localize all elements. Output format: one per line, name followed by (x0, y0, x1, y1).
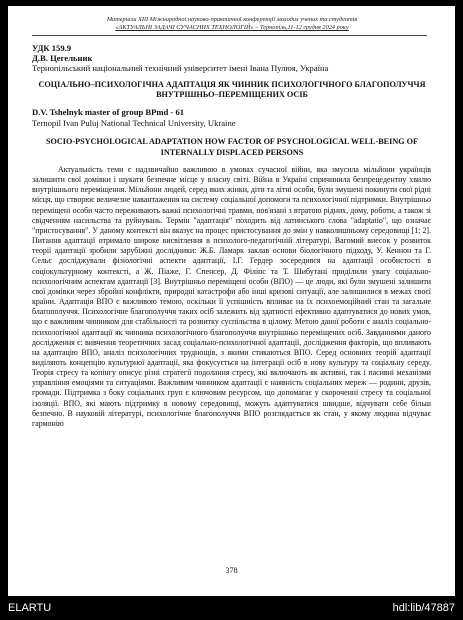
repository-name: ELARTU (8, 602, 52, 614)
header-line-2: «АКТУАЛЬНІ ЗАДАЧІ СУЧАСНИХ ТЕХНОЛОГІЙ» – Тернопіль,11-12 грудня 2024 року (115, 24, 349, 31)
header-line-1: Матеріали XIII Міжнародної науково-практичної конференції молодих учених та студентів (106, 16, 358, 23)
author-ua: Д.В. Цегельник (32, 53, 93, 63)
conference-header (32, 16, 432, 32)
header-divider (32, 35, 427, 36)
title-ua: СОЦІАЛЬНО–ПСИХОЛОГІЧНА АДАПТАЦІЯ ЯК ЧИННИК ПСИХОЛОГІЧНОГО БЛАГОПОЛУЧЧЯ ВНУТРІШНЬО–ПЕРЕМІЩЕНИХ ОСІБ (38, 80, 426, 99)
repository-footer-bar (0, 596, 463, 620)
affiliation-ua: Тернопільський національний технічний університет імені Івана Пулюя, Україна (32, 63, 329, 73)
affiliation-en: Ternopil Ivan Puluj National Technical University, Ukraine (32, 118, 236, 128)
udk-code: УДК 159.9 (32, 43, 72, 53)
page-number: 378 (225, 566, 238, 575)
body-text (32, 165, 431, 429)
author-en: D.V. Tshelnyk master of group BPmd - 61 (32, 107, 185, 117)
title-en: SOCIO-PSYCHOLOGICAL ADAPTATION HOW FACTOR OF PSYCHOLOGICAL WELL-BEING OF INTERNALLY DISPLACED PERSONS (45, 137, 419, 157)
body-paragraph: Актуальність теми є надзвичайно важливою в умовах сучасної війни, яка змусила мільйони українців залишити свої домівки і шукати безпечне місце у власну світі. Війна в Україні спричинила безпрецедентну хвилю внутрішнього переміщення. Мільйони людей, серед яких жінки, діти та літні особи, були змушені покинути свої рідні місця, що створює величезне навантаження на систему соціальної допомоги та психологічної підтримки. Внутрішньо переміщені особи часто переживають важкі психологічні травми, пов'язані з втратою рідних, дому, роботи, а також зі свідченням насильства та руйнувань. Термін "адаптація" походить від латинського слова "adaptatio", що означає "пристосування". У даному контексті він вказує на процес пристосування до змін у навколишньому середовищі [1; 2]. Питання адаптації отримало широке висвітлення в психолого-педагогічній літературі. Вагомий внесок у розвиток теорії адаптації зробили зарубіжні дослідники: Ж.Б. Ламарк заклав основи біологічного підходу, У. Кеннон та Г. Сельє досліджували фізіологічні аспекти адаптації, І.Г. Гердер зосередився на адаптації особистості в соціокультурному контексті, а Ж. Піаже, Г. Спенсер, Д. Філіпс та Т. Шибутані приділили увагу соціально-психологічним аспектам адаптації [3]. Внутрішньо переміщені особи (ВПО) — це люди, які були змушені залишити свої домівки через збройні конфлікти, природні катастрофи або інші кризові ситуації, але залишилися в межах своєї країни. Адаптація ВПО є важливою темою, оскільки її успішність впливає на їх психоемоційний стан та загальне благополуччя. Психологічне благополуччя таких осіб залежить від здатності ефективно адаптуватися до нових умов, що є важливим чинником для стабільності та розвитку суспільства в цілому. Метою даної роботи є аналіз соціально-психологічної адаптації як чинника психологічного благополуччя внутрішньо переміщених осіб. Завданнями даного дослідження є: вивчення теоретичних засад соціально-психологічної адаптації, дослідження факторів, що впливають на адаптацію ВПО, аналіз психологічних труднощів, з якими стикаються ВПО. Серед основних теорій адаптації виділяють концепцію культурної адаптації, яка фокусується на інтеграції осіб в нову культуру та соціальну середу. Теорія стресу та копінгу описує різні стратегії подолання стресу, які включають як активні, так і пасивні механізми управління емоціями та ситуаціями. Важливим чинником адаптації є наявність соціальних мереж — родини, друзів, громади. Підтримка з боку соціальних груп є ключовим ресурсом, що допомагає у скороченні стресу та соціальної ізоляції. ВПО, які мають підтримку в новому середовищі, можуть адаптуватися швидше, відчувати себе більш безпечно. В науковій літературі, психологічне благополуччя ВПО розглядається як стан, у якому людина відчуває гармонію (32, 165, 431, 428)
document-page (8, 6, 455, 596)
handle-identifier: hdl:lib/47887 (392, 602, 455, 614)
